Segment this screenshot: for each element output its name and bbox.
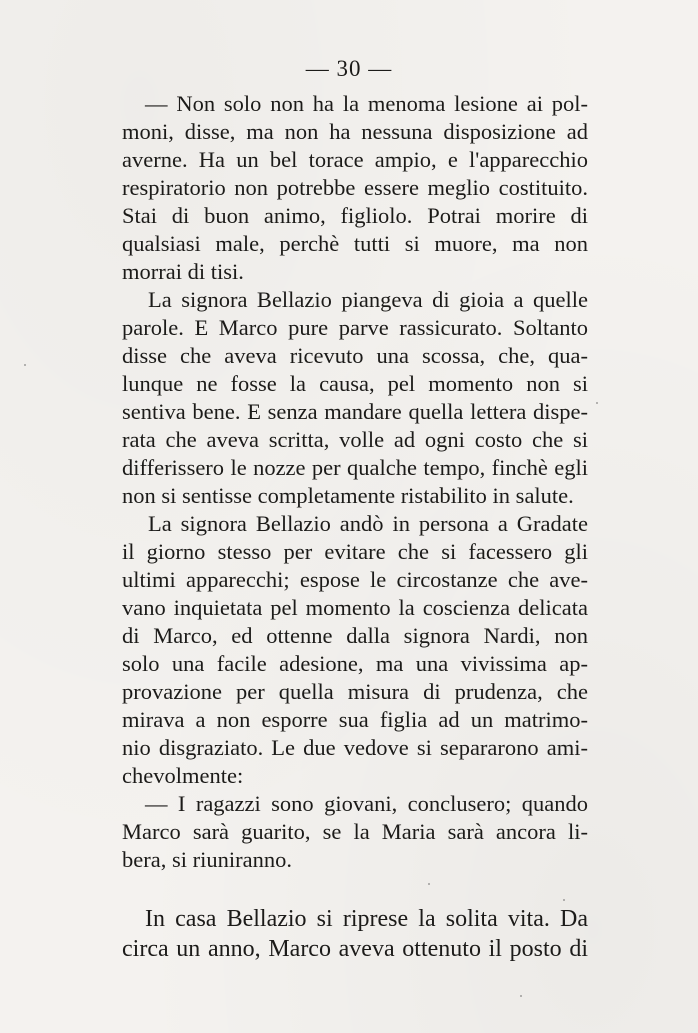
text-line: provazione per quella misura di prudenza, che — [122, 679, 588, 704]
text-line: solo una facile adesione, ma una vivissima ap- — [122, 651, 588, 676]
text-line: La signora Bellazio andò in persona a Gradate — [148, 511, 588, 536]
text-line: disse che aveva ricevuto una scossa, che, qua- — [122, 343, 588, 368]
paper-speck — [428, 883, 430, 885]
text-line: — I ragazzi sono giovani, conclusero; quando — [145, 791, 588, 816]
text-line: vano inquietata pel momento la coscienza delicata — [122, 595, 588, 620]
text-line: parole. E Marco pure parve rassicurato. Soltanto — [122, 315, 588, 340]
text-line: mirava a non esporre sua figlia ad un matrimo- — [122, 707, 588, 732]
text-line: moni, disse, ma non ha nessuna disposizione ad — [122, 119, 588, 144]
text-line: il giorno stesso per evitare che si facessero gli — [122, 539, 588, 564]
text-line: bera, si riuniranno. — [122, 847, 292, 872]
text-line: chevolmente: — [122, 763, 244, 788]
text-line: morrai di tisi. — [122, 259, 244, 284]
text-line: ultimi apparecchi; espose le circostanze che ave- — [122, 567, 588, 592]
text-line: Marco sarà guarito, se la Maria sarà ancora li- — [122, 819, 588, 844]
text-line: sentiva bene. E senza mandare quella lettera dispe- — [122, 399, 588, 424]
text-line: differissero le nozze per qualche tempo, finchè egli — [122, 455, 588, 480]
text-line: nio disgraziato. Le due vedove si separarono ami- — [122, 735, 588, 760]
paper-speck — [563, 899, 565, 901]
text-line: respiratorio non potrebbe essere meglio costituito. — [122, 175, 588, 200]
text-line: In casa Bellazio si riprese la solita vita. Da — [145, 906, 588, 932]
text-line: qualsiasi male, perchè tutti si muore, ma non — [122, 231, 588, 256]
text-line: non si sentisse completamente ristabilito in salute. — [122, 483, 574, 508]
text-line: circa un anno, Marco aveva ottenuto il posto di — [122, 936, 588, 962]
text-line: — Non solo non ha la menoma lesione ai pol- — [145, 91, 588, 116]
paper-speck — [520, 995, 522, 997]
paper-speck — [24, 364, 26, 366]
text-line: di Marco, ed ottenne dalla signora Nardi, non — [122, 623, 588, 648]
text-line: lunque ne fosse la causa, pel momento non si — [122, 371, 588, 396]
text-line: averne. Ha un bel torace ampio, e l'apparecchio — [122, 147, 588, 172]
text-line: La signora Bellazio piangeva di gioia a quelle — [148, 287, 588, 312]
paper-speck — [596, 402, 598, 404]
page-number: — 30 — — [305, 56, 393, 81]
text-line: rata che aveva scritta, volle ad ogni costo che si — [122, 427, 588, 452]
text-line: Stai di buon animo, figliolo. Potrai morire di — [122, 203, 588, 228]
